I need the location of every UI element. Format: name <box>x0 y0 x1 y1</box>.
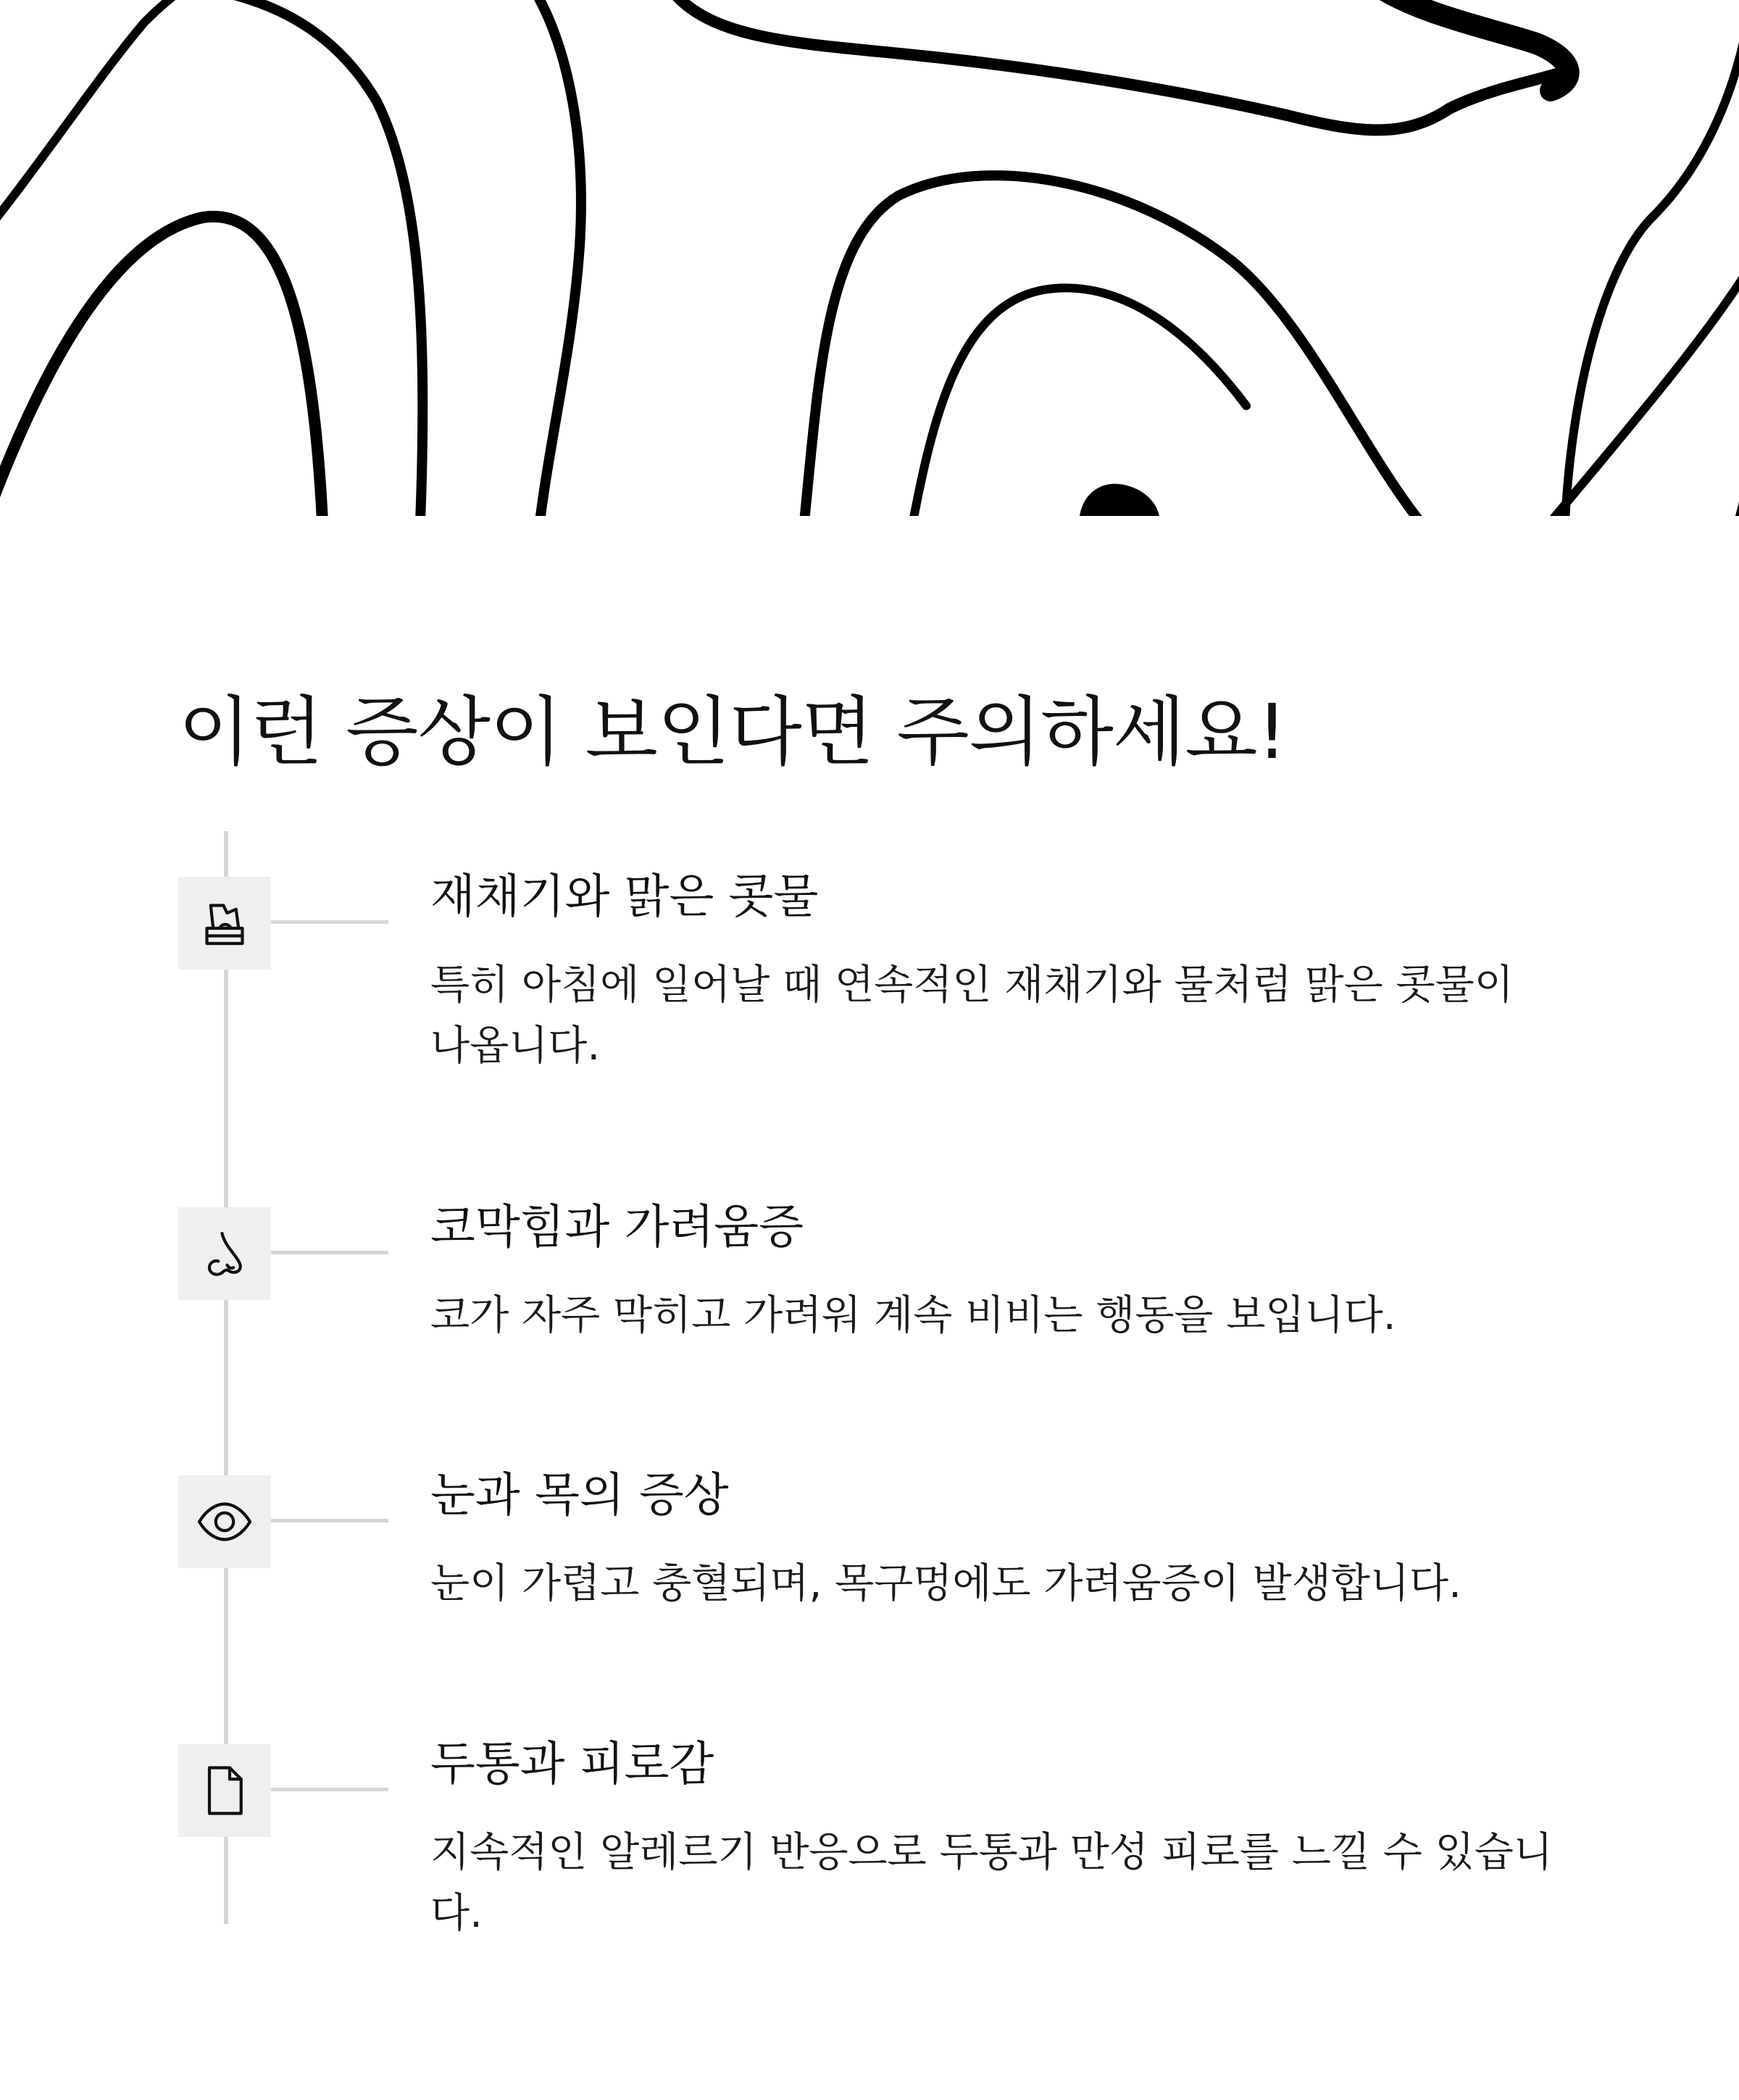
page-title: 이런 증상이 보인다면 주의하세요! <box>178 688 1287 776</box>
timeline-connector <box>271 920 388 924</box>
symptom-title: 재채기와 맑은 콧물 <box>430 870 819 924</box>
symptom-icon-box <box>178 1207 271 1300</box>
symptom-description: 지속적인 알레르기 반응으로 두통과 만성 피로를 느낄 수 있습니다. <box>430 1829 1553 1937</box>
symptom-title: 두통과 피로감 <box>430 1738 714 1791</box>
tissue-box-icon <box>194 893 255 954</box>
hero-topographic-illustration <box>0 0 1739 516</box>
symptom-icon-box <box>178 1475 271 1568</box>
nose-icon <box>194 1223 255 1284</box>
symptom-description: 특히 아침에 일어날 때 연속적인 재채기와 물처럼 맑은 콧물이 나옵니다. <box>430 962 1514 1070</box>
symptom-description: 눈이 가렵고 충혈되며, 목구멍에도 가려움증이 발생합니다. <box>430 1560 1461 1607</box>
timeline-connector <box>271 1251 388 1254</box>
symptom-icon-box <box>178 877 271 970</box>
timeline-connector <box>271 1519 388 1522</box>
symptom-title: 코막힘과 가려움증 <box>430 1201 804 1254</box>
eye-icon <box>194 1491 255 1552</box>
timeline-connector <box>271 1788 388 1791</box>
document-icon <box>194 1760 255 1821</box>
symptom-description: 코가 자주 막히고 가려워 계속 비비는 행동을 보입니다. <box>430 1292 1396 1339</box>
topographic-lines <box>0 0 1739 516</box>
symptom-icon-box <box>178 1744 271 1837</box>
symptom-title: 눈과 목의 증상 <box>430 1469 729 1522</box>
